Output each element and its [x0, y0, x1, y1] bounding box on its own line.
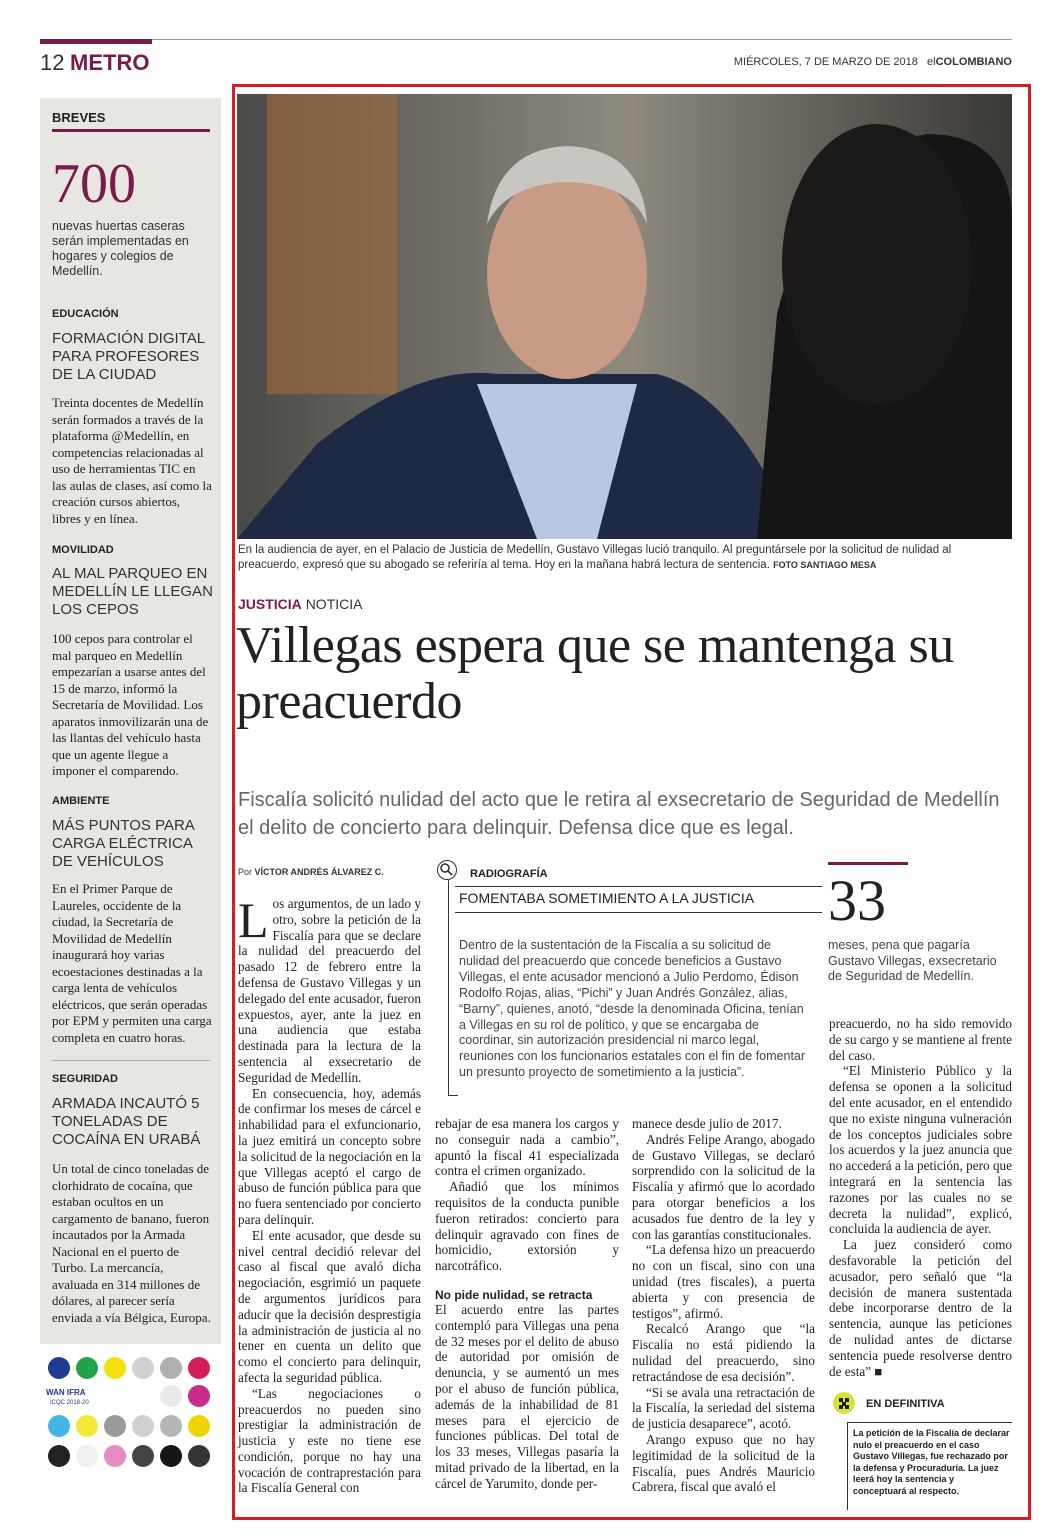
- brief-title: ARMADA INCAUTÓ 5 TONELADAS DE COCAÍNA EN URABÁ: [52, 1095, 201, 1148]
- brief-category: EDUCACIÓN: [52, 308, 119, 320]
- en-definitiva-label: EN DEFINITIVA: [866, 1398, 945, 1410]
- color-swatch: [160, 1445, 182, 1467]
- caption-text: En la audiencia de ayer, en el Palacio de Justicia de Medellín, Gustavo Villegas lució tranquilo. Al preguntársele por la solicitud de nulidad al preacuerdo, expresó que su abogado se referiría al tema. Hoy en la mañana habrá lectura de sentencia.: [238, 544, 952, 571]
- article-paragraph: Andrés Felipe Arango, abogado de Gustavo Villegas, se declaró sorprendido con la solicitud de la Fiscalía y afirmó que lo acordado para otorgar beneficios a los acusados fue dentro de la ley y con las garantías constitucionales.: [632, 1131, 815, 1242]
- radiografia-corner: [448, 1095, 458, 1096]
- article-paragraph: rebajar de esa manera los cargos y no conseguir nada a cambio”, apuntó la fiscal 41 especializada contra el crimen organizado.: [435, 1116, 619, 1179]
- article-paragraph: preacuerdo, no ha sido removido de su cargo y se mantiene al frente del caso.: [829, 1016, 1012, 1063]
- paper-name: COLOMBIANO: [935, 56, 1012, 68]
- color-swatch: [48, 1357, 70, 1379]
- article-column-2: [435, 1116, 619, 1492]
- article-column-4: [829, 1016, 1012, 1379]
- article-paragraph: El acuerdo entre las partes contempló para Villegas una pena de 32 meses por el delito de abuso de autoridad por omisión de denuncia, y se aumentó un mes por el abuso de función pública, además de la inhabilidad de 81 meses para el ejercicio de funciones públicas. Del total de los 33 meses, Villegas pasaría la mitad privado de la libertad, en la cárcel de Yarumito, donde per-: [435, 1301, 619, 1491]
- article-subhead: No pide nulidad, se retracta: [435, 1287, 593, 1302]
- color-swatch: [132, 1415, 154, 1437]
- article-photo: [237, 94, 1012, 539]
- article-kicker: [238, 596, 362, 612]
- color-swatch: [104, 1415, 126, 1437]
- color-swatch: [76, 1357, 98, 1379]
- issue-date: MIÉRCOLES, 7 DE MARZO DE 2018: [733, 56, 918, 68]
- color-swatch: [188, 1445, 210, 1467]
- color-swatch: [160, 1357, 182, 1379]
- brief-title: FORMACIÓN DIGITAL PARA PROFESORES DE LA CIUDAD: [52, 330, 205, 383]
- breves-big-number: 700: [52, 153, 136, 215]
- brief-body: En el Primer Parque de Laureles, occidente de la ciudad, la Secretaría de Movilidad de Medellín inaugurará hoy varias ecoestaciones destinadas a la carga lenta de vehículos eléctricos, que serán operadas por EPM y permiten una carga completa en cuatro horas.: [52, 881, 212, 1045]
- stat-number: 33: [828, 868, 886, 933]
- brief-divider: [52, 1060, 210, 1061]
- article-paragraph: En consecuencia, hoy, además de confirmar los meses de cárcel e inhabilidad para el exfuncionario, la juez emitirá un concepto sobre la solicitud de la negociación en la que Villegas aceptó el cargo de abuso de función pública para que no fuera sentenciado por concierto para delinquir.: [238, 1085, 421, 1227]
- color-swatch: [188, 1385, 210, 1407]
- page-number: 12: [40, 50, 65, 75]
- stat-bar: [828, 862, 908, 865]
- color-swatch: [160, 1415, 182, 1437]
- brief-category: MOVILIDAD: [52, 544, 114, 556]
- photo-credit: FOTO SANTIAGO MESA: [773, 560, 877, 570]
- color-swatch: [132, 1445, 154, 1467]
- radiografia-body: Dentro de la sustentación de la Fiscalía a su solicitud de nulidad del preacuerdo que concede beneficios a Gustavo Villegas, el ente acusador mencionó a Julio Perdomo, Édison Rodolfo Rojas, alias, “Pichi” y Juan Andrés González, alias, “Barny”, quienes, anotó, “desde la denominada Oficina, tenían a Villegas en su rol de político, y que se encargaba de coordinar, sin autorización presidencial ni marco legal, reuniones con los funcionarios estatales con el fin de fomentar un presunto proyecto de sometimiento a la justicia”.: [459, 938, 806, 1080]
- kicker-topic: JUSTICIA: [238, 596, 302, 612]
- paragraph-text: os argumentos, de un lado y otro, sobre la petición de la Fiscalía para que se declare la nulidad del preacuerdo del pasado 12 de febrero entre la defensa de Gustavo Villegas y un delegado del ente acusador, fueron expuestos, ayer, ante la juez en una audiencia que estaba destinada para la lectura de la sentencia al exsecretario de Seguridad de Medellín.: [238, 896, 421, 1085]
- wan-ifra-logo: WAN IFRA: [46, 1388, 86, 1397]
- dateline: [734, 56, 1012, 68]
- section-color-bar: [40, 39, 152, 44]
- article-paragraph: manece desde julio de 2017.: [632, 1116, 782, 1131]
- article-paragraph: La juez consideró como desfavorable la petición del acusador, pero señaló que “la decisión de manera sustentada debe incorporarse dentro de la sentencia, aunque las peticiones de nulidad antes de dictarse sentencia puede resolverse dentro de esta” ■: [829, 1237, 1012, 1379]
- color-swatch: [76, 1415, 98, 1437]
- en-definitiva-icon: [833, 1392, 855, 1414]
- radiografia-label: RADIOGRAFÍA: [470, 868, 548, 880]
- brief-body: Treinta docentes de Medellín serán formados a través de la plataforma @Medellín, en competencias relacionadas al uso de herramientas TIC en las aulas de clases, así como la creación cursos abiertos, libres y en línea.: [52, 395, 212, 526]
- color-swatch: [104, 1357, 126, 1379]
- color-calibration-bar: [40, 1355, 221, 1485]
- color-swatch: [48, 1445, 70, 1467]
- byline: [238, 867, 384, 877]
- breves-heading: BREVES: [52, 110, 106, 125]
- article-headline: Villegas espera que se mantenga su preacuerdo: [236, 617, 954, 730]
- kicker-type: NOTICIA: [305, 596, 363, 612]
- byline-author: VÍCTOR ANDRÉS ÁLVAREZ C.: [254, 867, 384, 877]
- stat-text: meses, pena que pagaría Gustavo Villegas, exsecretario de Seguridad de Medellín.: [828, 938, 997, 983]
- color-swatch: [188, 1357, 210, 1379]
- brief-title: AL MAL PARQUEO EN MEDELLÍN LE LLEGAN LOS CEPOS: [52, 565, 213, 618]
- header-rule: [40, 39, 1012, 40]
- color-swatch: [160, 1385, 182, 1407]
- photo-caption: [238, 543, 1013, 573]
- radiografia-rule-bottom: [455, 912, 822, 913]
- paper-prefix: el: [927, 56, 936, 68]
- color-swatch: [76, 1445, 98, 1467]
- article-paragraph: Añadió que los mínimos requisitos de la conducta punible fueron retirados: concierto para delinquir agravado con fines de homicidio, extorsión y narcotráfico.: [435, 1179, 619, 1274]
- article-column-3: [632, 1116, 815, 1495]
- brief-body: 100 cepos para controlar el mal parqueo en Medellín empezarían a usarse antes del 15 de marzo, informó la Secretaría de Movilidad. Los aparatos inmovilizarán una de las llantas del vehículo hasta que un agente llegue a imponer el comparendo.: [52, 631, 209, 778]
- magnifier-glyph: [438, 861, 455, 878]
- brief-category: SEGURIDAD: [52, 1073, 119, 1085]
- radiografia-title: FOMENTABA SOMETIMIENTO A LA JUSTICIA: [459, 890, 755, 906]
- color-swatch: [104, 1445, 126, 1467]
- article-paragraph: Arango expuso que no hay legitimidad de la solicitud de la Fiscalía, pues Andrés Mauricio Cabrera, fiscal que avaló el: [632, 1431, 815, 1495]
- breves-sidebar: [40, 98, 221, 1344]
- article-paragraph: “Las negociaciones o preacuerdos no pueden sino prestigiar la administración de justicia y este no tiene ese condición, porque no hay una vocación de contraprestación para la Fiscalía General con: [238, 1385, 421, 1496]
- brief-body: Un total de cinco toneladas de clorhidrato de cocaína, que estaban ocultos en un cargamento de banano, fueron incautados por la Armada Nacional en el puerto de Turbo. La mercancía, avaluada en 314 millones de dólares, al parecer sería enviada a vía Bélgica, Europa.: [52, 1161, 211, 1325]
- magnifier-icon: [437, 860, 457, 880]
- byline-prefix: Por: [238, 867, 253, 877]
- color-swatch: [48, 1415, 70, 1437]
- brief-title: MÁS PUNTOS PARA CARGA ELÉCTRICA DE VEHÍCULOS: [52, 817, 194, 870]
- brief-category: AMBIENTE: [52, 795, 110, 807]
- color-swatch: [132, 1357, 154, 1379]
- article-paragraph: “Si se avala una retractación de la Fiscalía, la seriedad del sistema de justicia desaparece”, acotó.: [632, 1384, 815, 1432]
- checker-glyph: [833, 1392, 855, 1414]
- article-paragraph: “El Ministerio Público y la defensa se oponen a la solicitud del ente acusador, en el entendido que no existe ninguna vulneración de los conceptos judiciales sobre los acuerdos y la juez anuncia que no accederá a la petición, pero que integrará en la sentencia las razones por las cuales no se decreta la nulidad”, explicó, concluida la audiencia de ayer.: [829, 1063, 1012, 1237]
- article-column-1: [238, 892, 421, 1496]
- article-dek: Fiscalía solicitó nulidad del acto que le retira al exsecretario de Seguridad de Medellín el delito de concierto para delinquir. Defensa dice que es legal.: [238, 789, 1000, 839]
- article-paragraph: Recalcó Arango que “la Fiscalía no está pidiendo la nulidad del preacuerdo, sino retractándose de esa decisión”.: [632, 1321, 815, 1384]
- drop-cap: L: [238, 892, 269, 948]
- en-definitiva-text: La petición de la Fiscalía de declarar nulo el preacuerdo en el caso Gustavo Villegas, fue rechazado por la defensa y Procuraduría. La juez leerá hoy la sentencia y conceptuará al respecto.: [853, 1428, 1010, 1496]
- wan-ifra-sub: ICQC 2018-20: [50, 1400, 89, 1406]
- breves-big-number-text: nuevas huertas caseras serán implementadas en hogares y colegios de Medellín.: [52, 219, 189, 278]
- color-swatch: [188, 1415, 210, 1437]
- article-paragraph: [238, 892, 421, 1086]
- breves-heading-bar: [52, 129, 210, 132]
- section-name: METRO: [70, 50, 150, 75]
- article-paragraph: “La defensa hizo un preacuerdo no con un fiscal, sino con una unidad (tres fiscales), a puerta abierta y con presencia de testigos”, afirmó.: [632, 1242, 815, 1321]
- photo-illustration: [237, 94, 1012, 539]
- radiografia-side-rule: [448, 880, 449, 1095]
- radiografia-rule-top: [455, 886, 822, 887]
- article-paragraph: El ente acusador, que desde su nivel central decidió relevar del caso al fiscal que avaló dicha negociación, esgrimió un paquete de argumentos jurídicos para aducir que la decisión desprestigia la administración de justicia al no tener en cuenta un delito que como el concierto para delinquir, afecta la seguridad pública.: [238, 1227, 421, 1385]
